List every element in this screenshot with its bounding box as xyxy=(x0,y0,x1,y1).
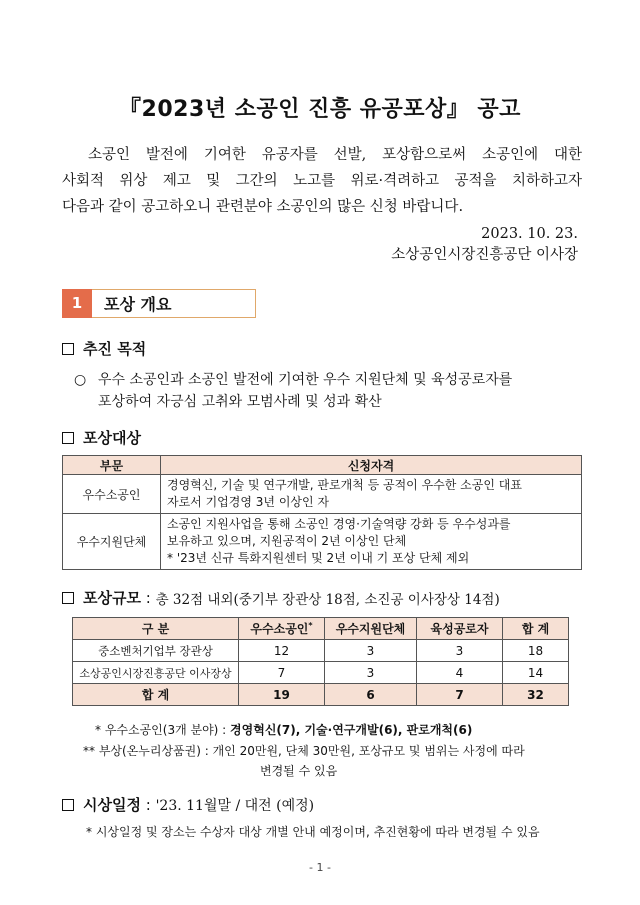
column-header: 합 계 xyxy=(503,618,569,640)
intro-line-3: 다음과 같이 공고하오니 관련분야 소공인의 많은 신청 바랍니다. xyxy=(62,199,464,215)
total-value: 19 xyxy=(239,684,325,706)
checkbox-square-icon xyxy=(62,343,74,355)
footnote-fields: 경영혁신(7), 기술·연구개발(6), 판로개척(6) xyxy=(230,723,473,737)
column-header-category: 부문 xyxy=(63,456,161,475)
column-header-text: 우수소공인 xyxy=(250,622,309,636)
checkbox-square-icon xyxy=(62,799,74,811)
scale-heading xyxy=(62,587,500,608)
qualification-line: 보유하고 있으며, 지원공적이 2년 이상인 단체 xyxy=(167,534,407,548)
section-1-header xyxy=(62,289,256,318)
section-title: 포상 개요 xyxy=(104,295,172,314)
scale-table xyxy=(72,617,569,706)
intro-paragraph xyxy=(62,142,582,168)
table-row xyxy=(63,475,582,514)
column-header: 우수지원단체 xyxy=(325,618,417,640)
section-number: 1 xyxy=(62,289,92,318)
scale-heading-text: 포상규모 xyxy=(83,589,141,607)
target-heading xyxy=(62,427,141,448)
total-value: 6 xyxy=(325,684,417,706)
column-header: 구 분 xyxy=(73,618,239,640)
qualification-note: * '23년 신규 특화지원센터 및 2년 이내 기 포상 단체 제외 xyxy=(167,551,470,565)
value-cell: 12 xyxy=(239,640,325,662)
purpose-line-1: 우수 소공인과 소공인 발전에 기여한 우수 지원단체 및 육성공로자를 xyxy=(98,372,513,388)
qualification-cell xyxy=(161,514,582,570)
signature: 소상공인시장진흥공단 이사장 xyxy=(391,247,578,263)
document-title: 『2023년 소공인 진흥 유공포상』 공고 xyxy=(119,97,521,122)
schedule-note: * 시상일정 및 장소는 수상자 대상 개별 안내 예정이며, 추진현황에 따라 변경될 수 있음 xyxy=(86,825,540,839)
value-cell: 3 xyxy=(325,640,417,662)
value-cell: 4 xyxy=(417,662,503,684)
table-row xyxy=(73,640,569,662)
column-header-qualification: 신청자격 xyxy=(161,456,582,475)
scale-text: 총 32점 내외(중기부 장관상 18점, 소진공 이사장상 14점) xyxy=(155,591,500,608)
checkbox-square-icon xyxy=(62,592,74,604)
purpose-heading-text: 추진 목적 xyxy=(83,340,147,358)
footnote-prize xyxy=(83,741,525,781)
table-header-row xyxy=(63,456,582,475)
target-table xyxy=(62,455,582,570)
value-cell: 3 xyxy=(325,662,417,684)
table-row xyxy=(63,514,582,570)
award-name-cell: 중소벤처기업부 장관상 xyxy=(73,640,239,662)
value-cell: 14 xyxy=(503,662,569,684)
scale-colon: : xyxy=(140,588,156,607)
category-cell: 우수소공인 xyxy=(63,475,161,514)
schedule-heading-text: 시상일정 xyxy=(83,796,141,814)
qualification-line: 소공인 지원사업을 통해 소공인 경영·기술역량 강화 등 우수성과를 xyxy=(167,517,511,531)
total-row xyxy=(73,684,569,706)
total-label: 합 계 xyxy=(73,684,239,706)
qualification-line: 경영혁신, 기술 및 연구개발, 판로개척 등 공적이 우수한 소공인 대표 xyxy=(167,478,522,492)
checkbox-square-icon xyxy=(62,432,74,444)
schedule-colon: : xyxy=(140,795,156,814)
footnote-prize-line-1: ** 부상(온누리상품권) : 개인 20만원, 단체 30만원, 포상규모 및 범위는 사정에 따라 xyxy=(83,744,525,758)
purpose-line-2: 포상하여 자긍심 고취와 모범사례 및 성과 확산 xyxy=(98,394,382,410)
total-value: 32 xyxy=(503,684,569,706)
value-cell: 7 xyxy=(239,662,325,684)
footnote-excellent-smallbiz xyxy=(95,721,472,738)
footnote-prize-line-2: 변경될 수 있음 xyxy=(260,764,338,778)
intro-line-2: 사회적 위상 제고 및 그간의 노고를 위로·격려하고 공적을 치하하고자 xyxy=(62,173,582,189)
purpose-bullet xyxy=(74,369,584,413)
qualification-cell xyxy=(161,475,582,514)
page-number: - 1 - xyxy=(309,861,331,874)
total-value: 7 xyxy=(417,684,503,706)
value-cell: 3 xyxy=(417,640,503,662)
intro-paragraph-line-3-wrap xyxy=(62,184,582,220)
category-cell: 우수지원단체 xyxy=(63,514,161,570)
qualification-line: 자로서 기업경영 3년 이상인 자 xyxy=(167,495,329,509)
announcement-date: 2023. 10. 23. xyxy=(481,226,578,242)
target-heading-text: 포상대상 xyxy=(83,429,141,447)
table-row xyxy=(73,662,569,684)
column-header xyxy=(239,618,325,640)
footnote-prefix: * 우수소공인(3개 분야) : xyxy=(95,723,231,737)
award-name-cell: 소상공인시장진흥공단 이사장상 xyxy=(73,662,239,684)
circle-bullet-icon: ○ xyxy=(74,372,87,388)
intro-line-1: 소공인 발전에 기여한 유공자를 선발, 포상함으로써 소공인에 대한 xyxy=(88,147,582,163)
value-cell: 18 xyxy=(503,640,569,662)
schedule-heading xyxy=(62,794,314,815)
purpose-heading xyxy=(62,338,146,359)
column-header: 육성공로자 xyxy=(417,618,503,640)
table-header-row xyxy=(73,618,569,640)
schedule-text: '23. 11월말 / 대전 (예정) xyxy=(155,797,315,814)
asterisk-mark: * xyxy=(308,621,313,630)
